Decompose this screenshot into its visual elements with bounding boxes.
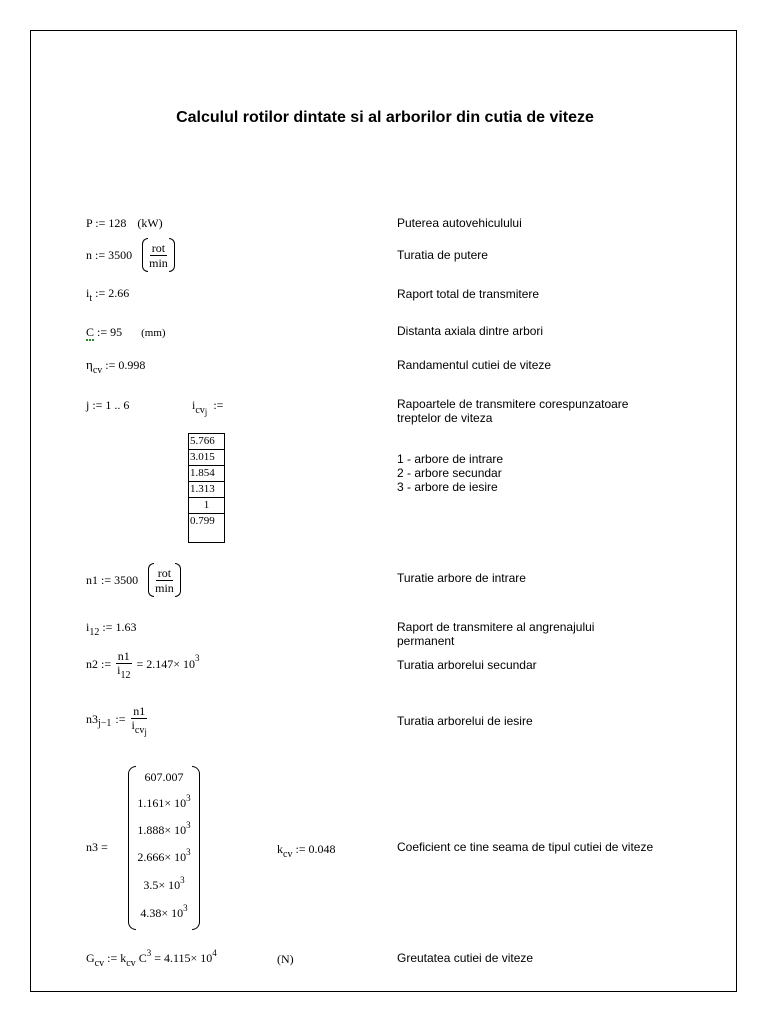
input-speed-expression: n1 := 3500 xyxy=(86,572,139,587)
secondary-speed-result: = 2.147× 10 xyxy=(136,656,195,671)
output-speed-value: $1.161\times 10^3$ xyxy=(137,793,191,810)
output-speed-denominator-index: j xyxy=(144,727,147,737)
gear-ratio-symbol: i xyxy=(192,398,196,412)
axial-distance-symbol: C xyxy=(86,325,95,339)
gear-ratio-cell: 3.015 xyxy=(189,450,224,466)
total-ratio-value: := 2.66 xyxy=(95,286,130,300)
permanent-ratio-subscript: 12 xyxy=(89,627,100,638)
output-speed-subscript: j−1 xyxy=(98,717,112,729)
gear-ratio-assign: := xyxy=(213,398,224,412)
gearbox-coefficient-definition xyxy=(277,842,336,860)
permanent-ratio-description-line1: Raport de transmitere al angrenajului xyxy=(397,620,595,634)
power-expression: P := 128 xyxy=(86,216,127,230)
power-unit: (kW) xyxy=(137,216,163,230)
input-speed-definition xyxy=(86,563,181,597)
total-ratio-description: Raport total de transmitere xyxy=(397,287,540,301)
speed-unit-denominator: min xyxy=(149,255,168,270)
gearbox-weight-subscript: cv xyxy=(94,958,105,969)
output-speed-value: $4.38\times 10^3$ xyxy=(140,903,188,920)
gear-ratios-definition xyxy=(192,398,224,417)
gear-ratios-description xyxy=(397,397,628,425)
output-speed-description: Turatia arborelui de iesire xyxy=(397,714,533,728)
gearbox-weight-distance: C xyxy=(135,951,147,965)
gearbox-weight-distance-exponent: 3 xyxy=(146,948,152,958)
secondary-speed-definition xyxy=(86,649,200,681)
gearbox-weight-description: Greutatea cutiei de viteze xyxy=(397,951,534,965)
gearbox-weight-coefficient: := k xyxy=(107,951,127,965)
shaft-legend xyxy=(397,452,503,494)
permanent-ratio-description-line2: permanent xyxy=(397,634,455,648)
permanent-ratio-definition xyxy=(86,620,137,638)
efficiency-symbol: η xyxy=(86,357,93,372)
output-speed-definition xyxy=(86,704,149,737)
output-speed-value: $1.888\times 10^3$ xyxy=(137,820,191,837)
permanent-ratio-value: := 1.63 xyxy=(102,620,137,634)
gearbox-coefficient-subscript: cv xyxy=(283,849,293,860)
gear-ratio-vector xyxy=(188,433,225,543)
permanent-ratio-symbol: i xyxy=(86,620,90,634)
speed-definition xyxy=(86,238,175,272)
gearbox-weight-coefficient-subscript: cv xyxy=(126,958,136,969)
speed-unit-numerator: rot xyxy=(151,240,166,255)
gear-ratio-cell: 1.854 xyxy=(189,466,224,482)
output-speed-value: $2.666\times 10^3$ xyxy=(137,847,191,864)
gearbox-weight-definition xyxy=(86,948,217,969)
speed-unit xyxy=(142,238,175,272)
output-speed-symbol: n3 xyxy=(86,711,98,726)
legend-item-output-shaft: 3 - arbore de iesire xyxy=(397,480,498,494)
legend-item-secondary-shaft: 2 - arbore secundar xyxy=(397,466,502,480)
speed-expression: n := 3500 xyxy=(86,247,133,262)
secondary-speed-denominator-symbol: i xyxy=(117,663,121,677)
output-speed-denominator-subscript: cv xyxy=(134,725,145,736)
gear-ratio-cell: 5.766 xyxy=(189,434,224,450)
gear-ratio-subscript: cv xyxy=(195,405,205,416)
secondary-speed-denominator-subscript: 12 xyxy=(120,670,131,681)
axial-distance-value: := 95 xyxy=(97,325,123,339)
gearbox-coefficient-description: Coeficient ce tine seama de tipul cutiei de viteze xyxy=(397,840,654,854)
output-speed-result-vector xyxy=(128,766,200,930)
secondary-speed-fraction xyxy=(115,649,132,681)
axial-distance-description: Distanta axiala dintre arbori xyxy=(397,324,544,338)
axial-distance-unit: (mm) xyxy=(141,327,166,339)
gearbox-coefficient-symbol: k xyxy=(277,842,283,856)
power-definition xyxy=(86,216,163,231)
gearbox-weight-unit: (N) xyxy=(277,952,294,966)
gear-index-range: j := 1 .. 6 xyxy=(86,398,130,412)
output-speed-result-label: n3 = xyxy=(86,840,108,854)
gearbox-coefficient-value: := 0.048 xyxy=(295,842,336,856)
total-ratio-definition xyxy=(86,286,130,304)
output-speed-fraction xyxy=(130,704,149,737)
output-speed-value: $3.5\times 10^3$ xyxy=(143,875,185,892)
gearbox-weight-result: = 4.115× 10 xyxy=(151,951,213,965)
gearbox-weight-result-exponent: 4 xyxy=(212,948,217,958)
gear-ratios-description-line1: Rapoartele de transmitere corespunzatoare xyxy=(397,397,629,411)
total-ratio-symbol: i xyxy=(86,286,90,300)
speed-description: Turatia de putere xyxy=(397,248,488,262)
total-ratio-subscript: t xyxy=(89,293,93,304)
gear-ratio-cell: 1.313 xyxy=(189,482,224,498)
secondary-speed-exponent: 3 xyxy=(195,653,200,663)
efficiency-description: Randamentul cutiei de viteze xyxy=(397,358,552,372)
input-speed-unit xyxy=(148,563,181,597)
gear-ratios-description-line2: treptelor de viteza xyxy=(397,411,493,425)
secondary-speed-numerator: n1 xyxy=(117,649,130,663)
output-speed-denominator-symbol: i xyxy=(131,718,135,732)
legend-item-input-shaft: 1 - arbore de intrare xyxy=(397,452,504,466)
input-speed-unit-denominator: min xyxy=(155,580,174,595)
efficiency-definition xyxy=(86,357,146,376)
efficiency-subscript: cv xyxy=(92,365,103,376)
gearbox-weight-symbol: G xyxy=(86,951,95,965)
input-speed-description: Turatie arbore de intrare xyxy=(397,571,526,585)
power-description: Puterea autovehiculului xyxy=(397,216,522,230)
secondary-speed-lhs: n2 := xyxy=(86,656,112,671)
gear-ratio-cell: 0.799 xyxy=(189,514,224,543)
efficiency-value: := 0.998 xyxy=(105,358,146,372)
gear-ratio-cell: 1 xyxy=(189,498,224,514)
gear-ratio-index: j xyxy=(204,407,208,417)
output-speed-assign: := xyxy=(115,711,126,726)
permanent-ratio-description xyxy=(397,620,594,648)
page-title: Calculul rotilor dintate si al arborilor din cutia de viteze xyxy=(176,109,594,126)
input-speed-unit-numerator: rot xyxy=(157,565,172,580)
output-speed-numerator: n1 xyxy=(133,704,146,718)
axial-distance-definition xyxy=(86,325,166,340)
output-speed-value: 607.007 xyxy=(144,770,184,784)
secondary-speed-description: Turatia arborelui secundar xyxy=(397,658,537,672)
